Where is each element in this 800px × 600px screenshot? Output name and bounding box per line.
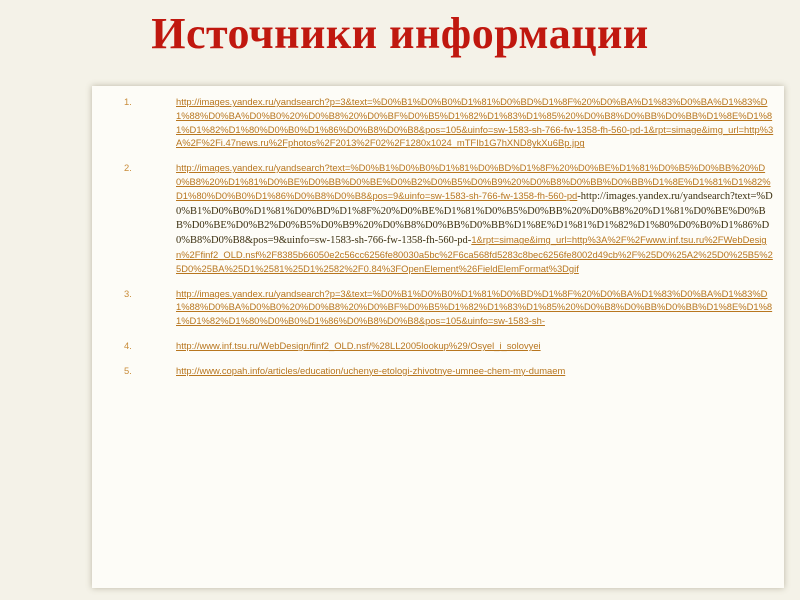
source-item: [124, 364, 774, 378]
source-text: [176, 340, 541, 351]
source-number: 5.: [124, 364, 132, 376]
source-item: [124, 287, 774, 328]
source-number: 2.: [124, 162, 132, 174]
source-item: [124, 161, 774, 275]
source-text: [176, 96, 773, 148]
source-link[interactable]: http://images.yandex.ru/yandsearch?p=3&text=%D0%B1%D0%B0%D1%81%D0%BD%D1%8F%20%D0%BA%D1%83%D0%BA%D1%83%D1%88%D0%BA%D0%B0%20%D0%B8%20%D0%BF%D0%B5%D1%82%D1%83%D1%85%20%D0%B8%D0%BB%D0%BB%D1%8E%D1%81%D1%82%D1%80%D0%B0%D1%86%D0%B8%D0%B8&pos=105&uinfo=sw-1583-sh-: [176, 287, 773, 327]
source-link[interactable]: http://www.copah.info/articles/education/uchenye-etologi-zhivotnye-umnee-chem-my-dumaem: [176, 364, 566, 376]
source-link[interactable]: http://images.yandex.ru/yandsearch?text=%D0%B1%D0%B0%D1%81%D0%BD%D1%8F%20%D0%BE%D1%81%D0%B5%D0%BB%20%D0%B8%20%D1%81%D0%BE%D0%BB%D0%BE%D0%B2%D0%B5%D0%B9%20%D0%B8%D0%BB%D0%BB%D1%8E%D1%81%D1%82%D1%80%D0%B0%D1%86%D0%B8%D0%B8&pos=9&uinfo=sw-1583-sh-766-fw-1358-fh-560-pd: [176, 162, 771, 201]
source-text: [176, 365, 565, 376]
source-link[interactable]: http://images.yandex.ru/yandsearch?p=3&text=%D0%B1%D0%B0%D1%81%D0%BD%D1%8F%20%D0%BA%D1%83%D0%BA%D1%83%D1%88%D0%BA%D0%B0%20%D0%B8%20%D0%BF%D0%B5%D1%82%D1%83%D1%85%20%D0%B8%D0%BB%D0%BB%D1%8E%D1%81%D1%82%D1%80%D0%B0%D1%86%D0%B8%D0%B8&pos=105&uinfo=sw-1583-sh-766-fw-1358-fh-560-pd-1&rpt=simage&img_url=http%3A%2F%2Fi.47news.ru%2Fphotos%2F2013%2F02%2F1280x1024_mTFIb1G7hXND8ykXu6Bp.jpg: [176, 96, 774, 149]
source-item: [124, 339, 774, 353]
source-link[interactable]: 1&rpt=simage&img_url=http%3A%2F%2Fwww.inf.tsu.ru%2FWebDesign%2Ffinf2_OLD.nsf%2F8385b66050e2c56cc6256fe80030a5bc%2F6ca568fd5283c8bec6256fe8002d49cb%2F%25D0%25A2%25D0%25B5%25D0%25BA%25D1%2581%25D1%2582%2F0.84%3FOpenElement%26FieldElemFormat%3Dgif: [176, 234, 773, 274]
source-number: 3.: [124, 287, 132, 299]
source-number: 1.: [124, 96, 132, 107]
slide-title: Источники информации: [151, 9, 649, 58]
source-number: 4.: [124, 339, 132, 351]
source-plain-text: -http://images.yandex.ru/yandsearch?text=%D0%B1%D0%B0%D1%81%D0%BD%D1%8F%20%D0%BE%D1%81%D0%B5%D0%BB%20%D0%B8%20%D1%81%D0%BE%D0%BB%D0%BE%D0%B2%D0%B5%D0%B9%20%D0%B8%D0%BB%D0%BB%D1%8E%D1%81%D1%82%D1%80%D0%B0%D1%86%D0%B8%D0%B8&pos=9&uinfo=sw-1583-sh-766-fw-1358-fh-560-pd-: [176, 190, 773, 247]
source-text: [176, 162, 773, 274]
source-text: [176, 288, 772, 327]
source-link[interactable]: http://www.inf.tsu.ru/WebDesign/finf2_OLD.nsf/%28LL2005lookup%29/Osyel_i_solovyei: [176, 339, 541, 351]
source-item: [124, 95, 774, 150]
sources-list: [124, 95, 774, 389]
